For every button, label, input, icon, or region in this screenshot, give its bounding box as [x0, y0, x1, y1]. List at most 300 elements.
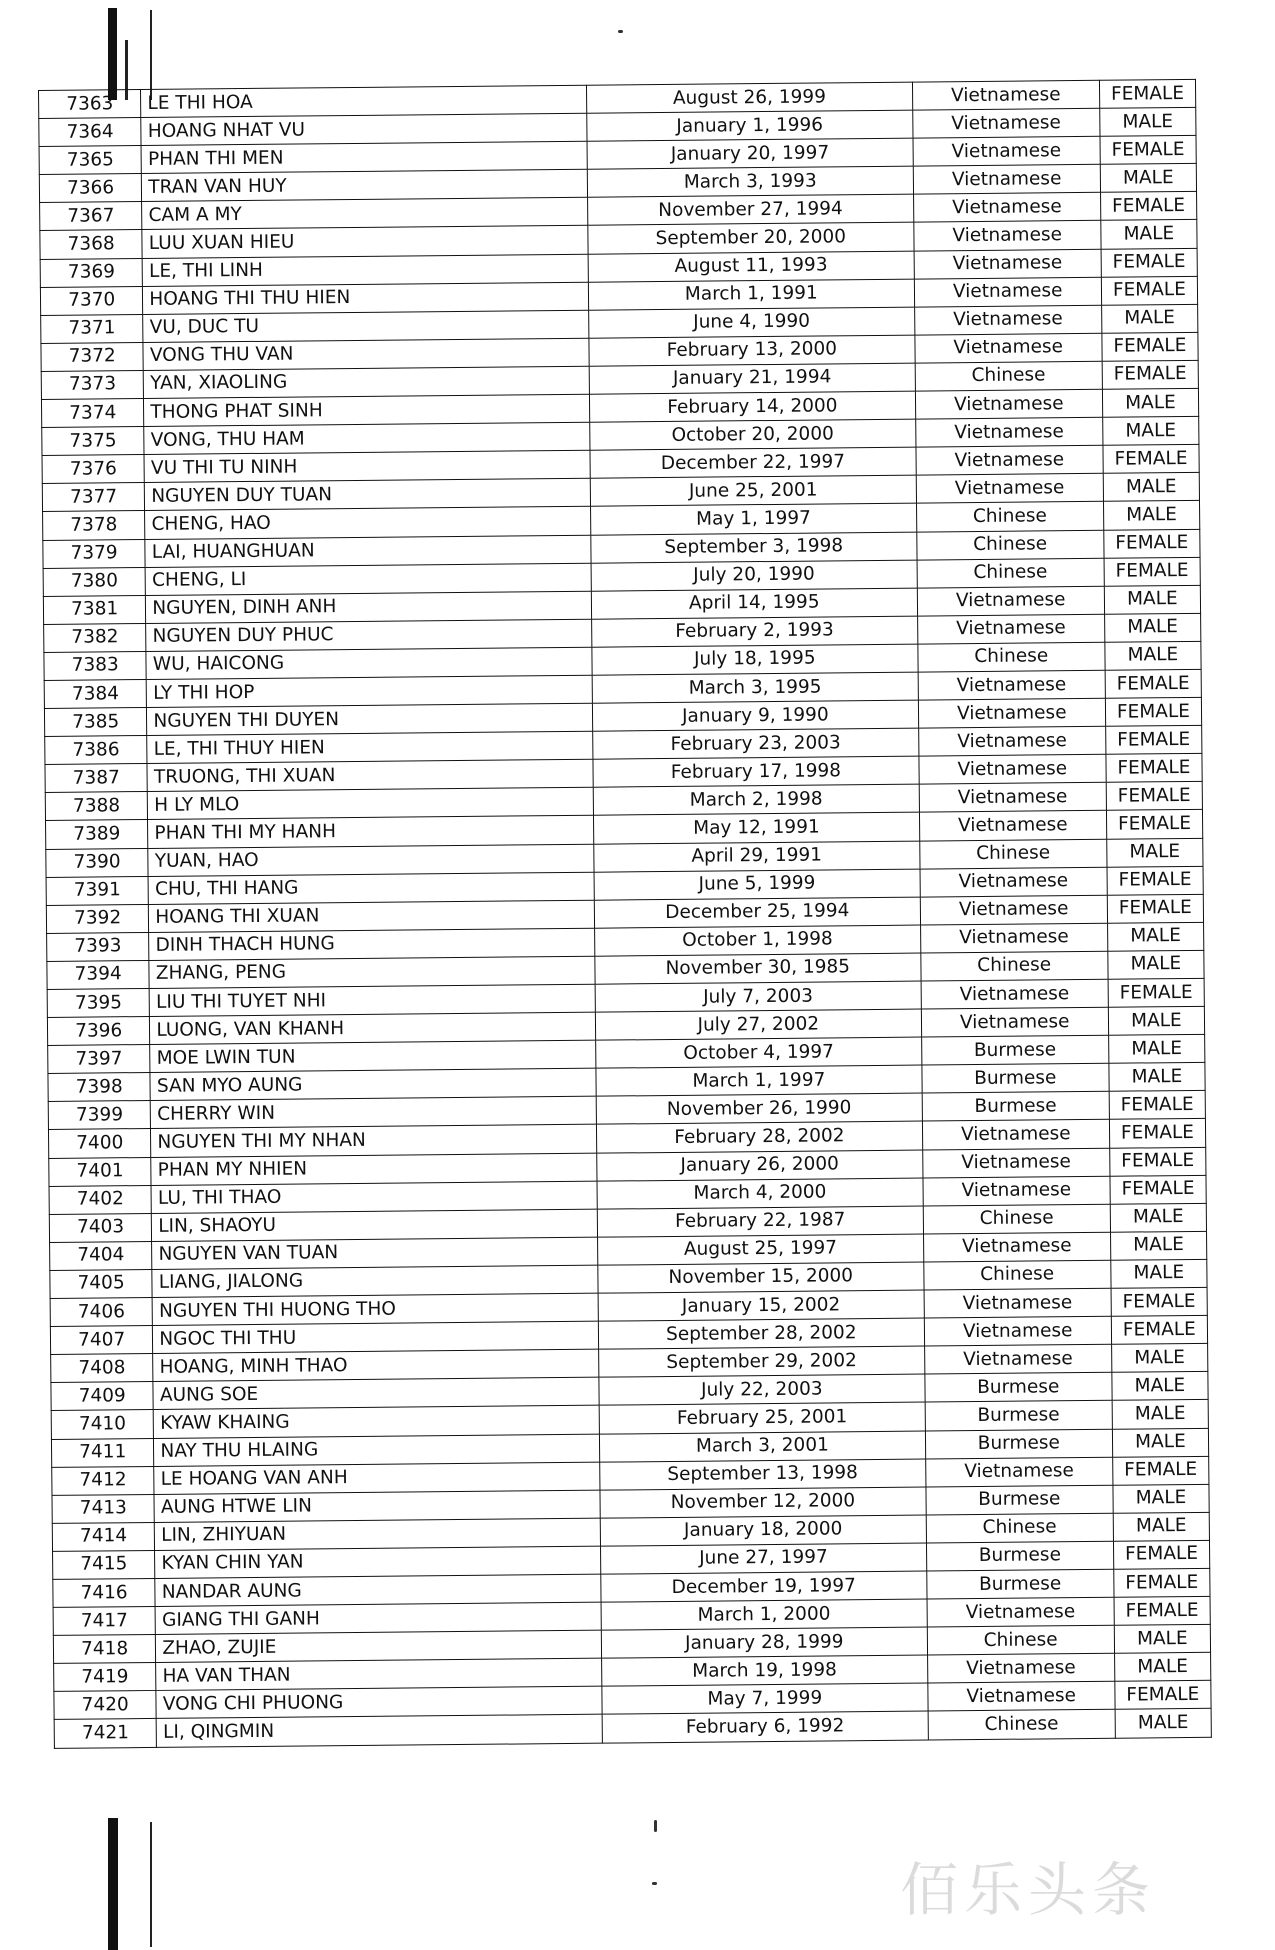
- record-number-cell: 7385: [44, 708, 147, 737]
- person-name-cell: LY THI HOP: [147, 675, 593, 707]
- record-number-cell: 7414: [52, 1522, 155, 1551]
- person-name-cell: LI, QINGMIN: [157, 1715, 603, 1747]
- sex-cell: MALE: [1101, 220, 1197, 249]
- record-number-cell: 7396: [47, 1017, 150, 1046]
- scan-tick: [150, 10, 152, 100]
- record-number-cell: 7381: [43, 595, 146, 624]
- nationality-cell: Chinese: [919, 839, 1106, 869]
- nationality-cell: Vietnamese: [924, 1344, 1111, 1374]
- record-number-cell: 7365: [39, 146, 142, 175]
- record-number-cell: 7393: [47, 932, 150, 961]
- sex-cell: MALE: [1114, 1624, 1210, 1653]
- sex-cell: FEMALE: [1106, 810, 1202, 839]
- scan-speck: [652, 1882, 657, 1885]
- nationality-cell: Chinese: [923, 1204, 1110, 1234]
- person-name-cell: NAY THU HLAING: [154, 1434, 600, 1466]
- record-number-cell: 7401: [49, 1157, 152, 1186]
- date-of-birth-cell: February 6, 1992: [602, 1711, 928, 1742]
- date-of-birth-cell: January 1, 1996: [587, 110, 913, 141]
- record-number-cell: 7394: [47, 960, 150, 989]
- record-number-cell: 7419: [54, 1663, 157, 1692]
- person-name-cell: VU, DUC TU: [143, 310, 589, 342]
- nationality-cell: Vietnamese: [921, 1007, 1108, 1037]
- nationality-cell: Vietnamese: [922, 1148, 1109, 1178]
- record-number-cell: 7392: [46, 904, 149, 933]
- person-name-cell: VONG THU VAN: [143, 338, 589, 370]
- record-number-cell: 7402: [49, 1185, 152, 1214]
- sex-cell: FEMALE: [1101, 248, 1197, 277]
- person-name-cell: HOANG NHAT VU: [141, 113, 587, 145]
- person-name-cell: KYAN CHIN YAN: [155, 1546, 601, 1578]
- sex-cell: MALE: [1101, 304, 1197, 333]
- sex-cell: MALE: [1110, 1203, 1206, 1232]
- date-of-birth-cell: July 27, 2002: [595, 1009, 921, 1040]
- person-name-cell: ZHAO, ZUJIE: [156, 1630, 602, 1662]
- record-number-cell: 7364: [39, 118, 142, 147]
- nationality-cell: Vietnamese: [918, 726, 1105, 756]
- sex-cell: MALE: [1108, 1006, 1204, 1035]
- date-of-birth-cell: May 1, 1997: [591, 503, 917, 534]
- sex-cell: MALE: [1102, 388, 1198, 417]
- person-name-cell: LE, THI LINH: [142, 254, 588, 286]
- nationality-cell: Vietnamese: [927, 1653, 1114, 1683]
- person-name-cell: CHENG, LI: [145, 563, 591, 595]
- person-name-cell: VONG CHI PHUONG: [156, 1687, 602, 1719]
- date-of-birth-cell: August 11, 1993: [588, 251, 914, 282]
- nationality-cell: Chinese: [916, 502, 1103, 532]
- sex-cell: MALE: [1105, 641, 1201, 670]
- person-name-cell: NGUYEN DUY TUAN: [145, 479, 591, 511]
- date-of-birth-cell: January 26, 2000: [597, 1150, 923, 1181]
- record-number-cell: 7382: [44, 623, 147, 652]
- nationality-cell: Vietnamese: [914, 277, 1101, 307]
- sex-cell: FEMALE: [1106, 754, 1202, 783]
- nationality-cell: Burmese: [925, 1373, 1112, 1403]
- nationality-cell: Chinese: [928, 1710, 1115, 1740]
- nationality-cell: Vietnamese: [923, 1176, 1110, 1206]
- record-number-cell: 7416: [53, 1578, 156, 1607]
- date-of-birth-cell: July 20, 1990: [591, 560, 917, 591]
- sex-cell: FEMALE: [1103, 445, 1199, 474]
- date-of-birth-cell: July 22, 2003: [599, 1374, 925, 1405]
- person-name-cell: LAI, HUANGHUAN: [145, 535, 591, 567]
- nationality-cell: Vietnamese: [917, 614, 1104, 644]
- sex-cell: FEMALE: [1115, 1681, 1211, 1710]
- person-name-cell: NGOC THI THU: [153, 1321, 599, 1353]
- person-name-cell: PHAN THI MEN: [141, 141, 587, 173]
- sex-cell: MALE: [1115, 1709, 1211, 1738]
- person-name-cell: VONG, THU HAM: [144, 422, 590, 454]
- person-name-cell: HOANG THI XUAN: [149, 900, 595, 932]
- sex-cell: MALE: [1107, 922, 1203, 951]
- date-of-birth-cell: March 3, 1993: [587, 166, 913, 197]
- record-number-cell: 7420: [54, 1691, 157, 1720]
- record-number-cell: 7400: [48, 1129, 151, 1158]
- record-number-cell: 7409: [51, 1382, 154, 1411]
- record-number-cell: 7368: [40, 230, 143, 259]
- record-number-cell: 7404: [50, 1241, 153, 1270]
- sex-cell: MALE: [1100, 107, 1196, 136]
- record-number-cell: 7367: [40, 202, 143, 231]
- nationality-cell: Vietnamese: [915, 417, 1102, 447]
- person-name-cell: H LY MLO: [148, 788, 594, 820]
- sex-cell: FEMALE: [1106, 782, 1202, 811]
- date-of-birth-cell: February 2, 1993: [592, 616, 918, 647]
- date-of-birth-cell: December 22, 1997: [590, 447, 916, 478]
- date-of-birth-cell: February 25, 2001: [599, 1402, 925, 1433]
- record-number-cell: 7408: [51, 1354, 154, 1383]
- nationality-cell: Vietnamese: [919, 783, 1106, 813]
- nationality-cell: Chinese: [920, 951, 1107, 981]
- record-number-cell: 7386: [45, 736, 148, 765]
- record-number-cell: 7366: [39, 174, 142, 203]
- record-number-cell: 7417: [53, 1607, 156, 1636]
- nationality-cell: Vietnamese: [928, 1682, 1115, 1712]
- record-number-cell: 7391: [46, 876, 149, 905]
- sex-cell: MALE: [1112, 1400, 1208, 1429]
- nationality-cell: Vietnamese: [914, 305, 1101, 335]
- nationality-cell: Burmese: [925, 1401, 1112, 1431]
- date-of-birth-cell: November 12, 2000: [600, 1487, 926, 1518]
- person-name-cell: LE, THI THUY HIEN: [147, 731, 593, 763]
- record-number-cell: 7383: [44, 651, 147, 680]
- date-of-birth-cell: January 21, 1994: [589, 363, 915, 394]
- date-of-birth-cell: August 25, 1997: [598, 1234, 924, 1265]
- record-number-cell: 7413: [52, 1494, 155, 1523]
- sex-cell: MALE: [1112, 1428, 1208, 1457]
- date-of-birth-cell: October 4, 1997: [596, 1037, 922, 1068]
- record-number-cell: 7411: [51, 1438, 154, 1467]
- person-name-cell: HOANG THI THU HIEN: [143, 282, 589, 314]
- sex-cell: FEMALE: [1113, 1540, 1209, 1569]
- date-of-birth-cell: February 14, 2000: [589, 391, 915, 422]
- record-number-cell: 7376: [42, 455, 145, 484]
- person-name-cell: HOANG, MINH THAO: [153, 1349, 599, 1381]
- person-name-cell: LUONG, VAN KHANH: [150, 1012, 596, 1044]
- sex-cell: MALE: [1111, 1344, 1207, 1373]
- sex-cell: FEMALE: [1112, 1456, 1208, 1485]
- person-name-cell: LIU THI TUYET NHI: [149, 984, 595, 1016]
- person-name-cell: HA VAN THAN: [156, 1658, 602, 1690]
- sex-cell: FEMALE: [1110, 1175, 1206, 1204]
- nationality-cell: Vietnamese: [914, 249, 1101, 279]
- person-name-cell: PHAN THI MY HANH: [148, 816, 594, 848]
- scan-edge-mark-bottom: [108, 1818, 118, 1950]
- date-of-birth-cell: August 26, 1999: [586, 82, 912, 113]
- record-number-cell: 7384: [44, 679, 147, 708]
- date-of-birth-cell: November 27, 1994: [588, 194, 914, 225]
- sex-cell: FEMALE: [1114, 1596, 1210, 1625]
- person-name-cell: CHENG, HAO: [145, 507, 591, 539]
- date-of-birth-cell: January 9, 1990: [592, 700, 918, 731]
- sex-cell: FEMALE: [1099, 79, 1195, 108]
- sex-cell: MALE: [1112, 1372, 1208, 1401]
- sex-cell: FEMALE: [1105, 697, 1201, 726]
- nationality-cell: Vietnamese: [916, 446, 1103, 476]
- sex-cell: FEMALE: [1105, 726, 1201, 755]
- nationality-cell: Vietnamese: [925, 1457, 1112, 1487]
- sex-cell: FEMALE: [1107, 894, 1203, 923]
- record-number-cell: 7398: [48, 1073, 151, 1102]
- date-of-birth-cell: January 20, 1997: [587, 138, 913, 169]
- date-of-birth-cell: April 29, 1991: [594, 841, 920, 872]
- date-of-birth-cell: July 7, 2003: [595, 981, 921, 1012]
- person-name-cell: THONG PHAT SINH: [144, 394, 590, 426]
- date-of-birth-cell: September 13, 1998: [600, 1459, 926, 1490]
- record-number-cell: 7371: [41, 314, 144, 343]
- date-of-birth-cell: September 20, 2000: [588, 223, 914, 254]
- person-name-cell: LU, THI THAO: [151, 1181, 597, 1213]
- sex-cell: FEMALE: [1100, 192, 1196, 221]
- date-of-birth-cell: March 2, 1998: [593, 784, 919, 815]
- person-name-cell: TRUONG, THI XUAN: [147, 759, 593, 791]
- sex-cell: FEMALE: [1111, 1287, 1207, 1316]
- sex-cell: MALE: [1111, 1259, 1207, 1288]
- record-number-cell: 7374: [41, 399, 144, 428]
- record-number-cell: 7377: [42, 483, 145, 512]
- record-number-cell: 7410: [51, 1410, 154, 1439]
- date-of-birth-cell: September 29, 2002: [599, 1346, 925, 1377]
- nationality-cell: Burmese: [925, 1429, 1112, 1459]
- record-number-cell: 7390: [46, 848, 149, 877]
- record-number-cell: 7412: [52, 1466, 155, 1495]
- date-of-birth-cell: November 15, 2000: [598, 1262, 924, 1293]
- sex-cell: FEMALE: [1105, 669, 1201, 698]
- nationality-cell: Chinese: [916, 530, 1103, 560]
- date-of-birth-cell: September 3, 1998: [591, 532, 917, 563]
- record-number-cell: 7415: [53, 1550, 156, 1579]
- nationality-cell: Vietnamese: [920, 923, 1107, 953]
- date-of-birth-cell: June 25, 2001: [590, 475, 916, 506]
- sex-cell: MALE: [1108, 950, 1204, 979]
- person-name-cell: NGUYEN THI MY NHAN: [151, 1125, 597, 1157]
- person-name-cell: NGUYEN THI DUYEN: [147, 703, 593, 735]
- nationality-cell: Burmese: [926, 1569, 1113, 1599]
- sex-cell: MALE: [1110, 1231, 1206, 1260]
- record-number-cell: 7407: [50, 1326, 153, 1355]
- person-name-cell: VU THI TU NINH: [144, 450, 590, 482]
- nationality-cell: Vietnamese: [920, 867, 1107, 897]
- sex-cell: FEMALE: [1109, 1119, 1205, 1148]
- date-of-birth-cell: March 19, 1998: [602, 1655, 928, 1686]
- record-number-cell: 7387: [45, 764, 148, 793]
- date-of-birth-cell: February 23, 2003: [593, 728, 919, 759]
- person-name-cell: LE HOANG VAN ANH: [154, 1462, 600, 1494]
- date-of-birth-cell: March 1, 1997: [596, 1065, 922, 1096]
- nationality-cell: Burmese: [926, 1485, 1113, 1515]
- sex-cell: FEMALE: [1108, 978, 1204, 1007]
- person-name-cell: LIN, ZHIYUAN: [155, 1518, 601, 1550]
- nationality-cell: Vietnamese: [912, 108, 1099, 138]
- record-number-cell: 7406: [50, 1297, 153, 1326]
- nationality-cell: Vietnamese: [913, 136, 1100, 166]
- date-of-birth-cell: April 14, 1995: [591, 588, 917, 619]
- record-number-cell: 7399: [48, 1101, 151, 1130]
- sex-cell: FEMALE: [1102, 360, 1198, 389]
- nationality-cell: Vietnamese: [920, 895, 1107, 925]
- record-number-cell: 7389: [46, 820, 149, 849]
- nationality-cell: Vietnamese: [912, 80, 1099, 110]
- sex-cell: MALE: [1104, 585, 1200, 614]
- date-of-birth-cell: October 1, 1998: [595, 925, 921, 956]
- person-name-cell: CAM A MY: [142, 198, 588, 230]
- date-of-birth-cell: February 17, 1998: [593, 756, 919, 787]
- date-of-birth-cell: January 28, 1999: [601, 1627, 927, 1658]
- record-number-cell: 7363: [39, 90, 142, 119]
- nationality-cell: Chinese: [923, 1260, 1110, 1290]
- nationality-cell: Vietnamese: [913, 221, 1100, 251]
- record-number-cell: 7373: [41, 370, 144, 399]
- nationality-cell: Vietnamese: [915, 333, 1102, 363]
- nationality-cell: Vietnamese: [915, 389, 1102, 419]
- sex-cell: MALE: [1114, 1653, 1210, 1682]
- person-name-cell: DINH THACH HUNG: [149, 928, 595, 960]
- sex-cell: FEMALE: [1101, 276, 1197, 305]
- record-number-cell: 7378: [43, 511, 146, 540]
- sex-cell: MALE: [1103, 416, 1199, 445]
- record-number-cell: 7418: [53, 1635, 156, 1664]
- nationality-cell: Chinese: [926, 1513, 1113, 1543]
- person-name-cell: LIN, SHAOYU: [152, 1209, 598, 1241]
- record-number-cell: 7403: [49, 1213, 152, 1242]
- date-of-birth-cell: May 12, 1991: [593, 813, 919, 844]
- date-of-birth-cell: June 5, 1999: [594, 869, 920, 900]
- scan-edge-mark-top: [108, 8, 117, 100]
- person-name-cell: LE THI HOA: [141, 85, 587, 117]
- date-of-birth-cell: December 19, 1997: [601, 1571, 927, 1602]
- person-name-cell: NGUYEN THI HUONG THO: [152, 1293, 598, 1325]
- nationality-cell: Chinese: [917, 558, 1104, 588]
- nationality-cell: Vietnamese: [916, 474, 1103, 504]
- record-number-cell: 7370: [40, 286, 143, 315]
- sex-cell: FEMALE: [1111, 1315, 1207, 1344]
- nationality-cell: Vietnamese: [923, 1232, 1110, 1262]
- person-name-cell: LUU XUAN HIEU: [142, 226, 588, 258]
- nationality-cell: Vietnamese: [927, 1597, 1114, 1627]
- person-name-cell: PHAN MY NHIEN: [151, 1153, 597, 1185]
- person-name-cell: NGUYEN DUY PHUC: [146, 619, 592, 651]
- date-of-birth-cell: December 25, 1994: [594, 897, 920, 928]
- record-number-cell: 7369: [40, 258, 143, 287]
- nationality-cell: Vietnamese: [919, 811, 1106, 841]
- date-of-birth-cell: June 4, 1990: [589, 307, 915, 338]
- date-of-birth-cell: February 13, 2000: [589, 335, 915, 366]
- date-of-birth-cell: January 15, 2002: [598, 1290, 924, 1321]
- watermark: 佰乐头条: [900, 1856, 1157, 1924]
- person-name-cell: NANDAR AUNG: [155, 1574, 601, 1606]
- nationality-cell: Burmese: [926, 1541, 1113, 1571]
- sex-cell: FEMALE: [1107, 866, 1203, 895]
- nationality-cell: Vietnamese: [913, 193, 1100, 223]
- register-table-wrap: [38, 79, 1212, 1806]
- person-name-cell: AUNG HTWE LIN: [154, 1490, 600, 1522]
- person-name-cell: LIANG, JIALONG: [152, 1265, 598, 1297]
- nationality-cell: Burmese: [922, 1092, 1109, 1122]
- person-name-cell: GIANG THI GANH: [155, 1602, 601, 1634]
- register-table-body: [39, 79, 1212, 1748]
- sex-cell: FEMALE: [1109, 1091, 1205, 1120]
- person-name-cell: AUNG SOE: [153, 1377, 599, 1409]
- nationality-cell: Vietnamese: [917, 586, 1104, 616]
- sex-cell: FEMALE: [1114, 1568, 1210, 1597]
- person-name-cell: SAN MYO AUNG: [150, 1068, 596, 1100]
- sex-cell: FEMALE: [1104, 529, 1200, 558]
- date-of-birth-cell: February 22, 1987: [597, 1206, 923, 1237]
- scan-speck: [654, 1820, 657, 1832]
- date-of-birth-cell: November 30, 1985: [595, 953, 921, 984]
- sex-cell: MALE: [1103, 473, 1199, 502]
- register-table: [38, 79, 1212, 1749]
- nationality-cell: Vietnamese: [921, 979, 1108, 1009]
- date-of-birth-cell: July 18, 1995: [592, 644, 918, 675]
- sex-cell: MALE: [1113, 1512, 1209, 1541]
- sex-cell: FEMALE: [1102, 332, 1198, 361]
- nationality-cell: Vietnamese: [913, 165, 1100, 195]
- scan-speck: [618, 30, 623, 33]
- nationality-cell: Chinese: [927, 1625, 1114, 1655]
- date-of-birth-cell: March 1, 2000: [601, 1599, 927, 1630]
- nationality-cell: Burmese: [921, 1035, 1108, 1065]
- sex-cell: MALE: [1108, 1035, 1204, 1064]
- nationality-cell: Vietnamese: [924, 1316, 1111, 1346]
- sex-cell: FEMALE: [1110, 1147, 1206, 1176]
- date-of-birth-cell: November 26, 1990: [596, 1093, 922, 1124]
- date-of-birth-cell: May 7, 1999: [602, 1683, 928, 1714]
- record-number-cell: 7421: [54, 1719, 157, 1748]
- date-of-birth-cell: March 4, 2000: [597, 1178, 923, 1209]
- sex-cell: FEMALE: [1104, 557, 1200, 586]
- person-name-cell: NGUYEN VAN TUAN: [152, 1237, 598, 1269]
- person-name-cell: NGUYEN, DINH ANH: [146, 591, 592, 623]
- date-of-birth-cell: March 1, 1991: [588, 279, 914, 310]
- nationality-cell: Vietnamese: [918, 698, 1105, 728]
- person-name-cell: TRAN VAN HUY: [142, 170, 588, 202]
- record-number-cell: 7379: [43, 539, 146, 568]
- person-name-cell: YUAN, HAO: [148, 844, 594, 876]
- record-number-cell: 7380: [43, 567, 146, 596]
- nationality-cell: Burmese: [922, 1064, 1109, 1094]
- record-number-cell: 7397: [48, 1045, 151, 1074]
- person-name-cell: CHERRY WIN: [151, 1097, 597, 1129]
- record-number-cell: 7388: [45, 792, 148, 821]
- nationality-cell: Vietnamese: [918, 670, 1105, 700]
- sex-cell: FEMALE: [1100, 136, 1196, 165]
- sex-cell: MALE: [1104, 613, 1200, 642]
- record-number-cell: 7405: [50, 1269, 153, 1298]
- sex-cell: MALE: [1107, 838, 1203, 867]
- scan-tick: [150, 1822, 152, 1947]
- record-number-cell: 7395: [47, 988, 150, 1017]
- date-of-birth-cell: February 28, 2002: [596, 1122, 922, 1153]
- record-number-cell: 7375: [42, 427, 145, 456]
- person-name-cell: WU, HAICONG: [146, 647, 592, 679]
- nationality-cell: Vietnamese: [919, 755, 1106, 785]
- date-of-birth-cell: June 27, 1997: [600, 1543, 926, 1574]
- sex-cell: MALE: [1103, 501, 1199, 530]
- person-name-cell: KYAW KHAING: [154, 1406, 600, 1438]
- nationality-cell: Chinese: [918, 642, 1105, 672]
- sex-cell: MALE: [1109, 1063, 1205, 1092]
- nationality-cell: Vietnamese: [922, 1120, 1109, 1150]
- date-of-birth-cell: October 20, 2000: [590, 419, 916, 450]
- nationality-cell: Vietnamese: [924, 1288, 1111, 1318]
- nationality-cell: Chinese: [915, 361, 1102, 391]
- date-of-birth-cell: March 3, 2001: [599, 1431, 925, 1462]
- date-of-birth-cell: March 3, 1995: [592, 672, 918, 703]
- sex-cell: MALE: [1113, 1484, 1209, 1513]
- person-name-cell: MOE LWIN TUN: [150, 1040, 596, 1072]
- person-name-cell: YAN, XIAOLING: [144, 366, 590, 398]
